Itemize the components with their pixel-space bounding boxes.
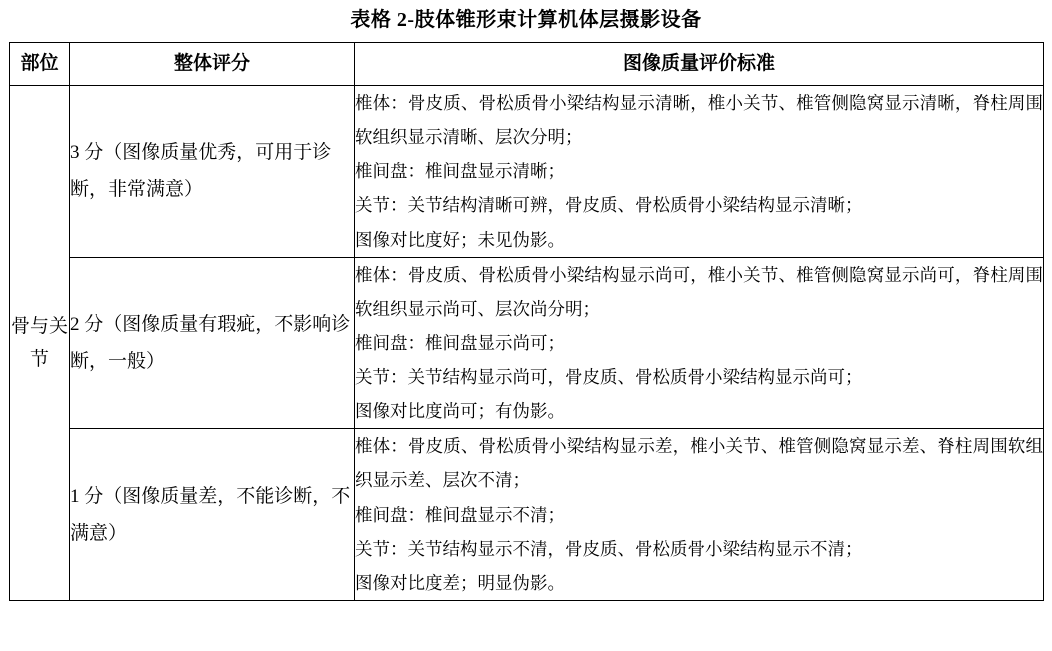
criteria-line: 关节：关节结构显示尚可，骨皮质、骨松质骨小梁结构显示尚可； bbox=[355, 367, 863, 387]
criteria-line: 椎体：骨皮质、骨松质骨小梁结构显示尚可，椎小关节、椎管侧隐窝显示尚可，脊柱周围软组织显示尚可、层次尚分明； bbox=[355, 264, 1043, 319]
table-row bbox=[10, 429, 1044, 601]
criteria-line: 图像对比度好；未见伪影。 bbox=[355, 229, 565, 250]
criteria-line: 椎间盘：椎间盘显示尚可； bbox=[355, 332, 565, 353]
criteria-line: 椎间盘：椎间盘显示清晰； bbox=[355, 161, 565, 182]
cell-criteria-2 bbox=[355, 257, 1044, 429]
cell-part-label: 骨与关节 bbox=[10, 86, 70, 601]
criteria-line: 图像对比度尚可；有伪影。 bbox=[355, 401, 565, 422]
table-header-row bbox=[10, 43, 1044, 86]
column-header-overall-score: 整体评分 bbox=[70, 43, 355, 86]
criteria-line: 椎间盘：椎间盘显示不清； bbox=[355, 504, 565, 525]
score-text-1: 1 分（图像质量差，不能诊断，不满意） bbox=[70, 485, 351, 544]
page-title: 表格 2-肢体锥形束计算机体层摄影设备 bbox=[350, 9, 702, 31]
column-header-criteria: 图像质量评价标准 bbox=[355, 43, 1044, 86]
criteria-line: 关节：关节结构清晰可辨，骨皮质、骨松质骨小梁结构显示清晰； bbox=[355, 195, 863, 216]
table-row bbox=[10, 86, 1044, 258]
criteria-line: 椎体：骨皮质、骨松质骨小梁结构显示差，椎小关节、椎管侧隐窝显示差、脊柱周围软组织显示差、层次不清； bbox=[355, 436, 1043, 491]
score-text-3: 3 分（图像质量优秀，可用于诊断，非常满意） bbox=[70, 142, 332, 201]
criteria-line: 椎体：骨皮质、骨松质骨小梁结构显示清晰，椎小关节、椎管侧隐窝显示清晰，脊柱周围软组织显示清晰、层次分明； bbox=[355, 93, 1043, 148]
cell-score-3 bbox=[70, 86, 355, 258]
table-row bbox=[10, 257, 1044, 429]
criteria-line: 关节：关节结构显示不清，骨皮质、骨松质骨小梁结构显示不清； bbox=[355, 538, 863, 559]
score-text-2: 2 分（图像质量有瑕疵，不影响诊断，一般） bbox=[70, 313, 351, 372]
cell-score-1 bbox=[70, 429, 355, 601]
cell-criteria-1 bbox=[355, 429, 1044, 601]
cell-score-2 bbox=[70, 257, 355, 429]
column-header-part: 部位 bbox=[10, 43, 70, 86]
image-quality-table bbox=[9, 42, 1044, 601]
criteria-line: 图像对比度差；明显伪影。 bbox=[355, 572, 565, 593]
cell-criteria-3 bbox=[355, 86, 1044, 258]
